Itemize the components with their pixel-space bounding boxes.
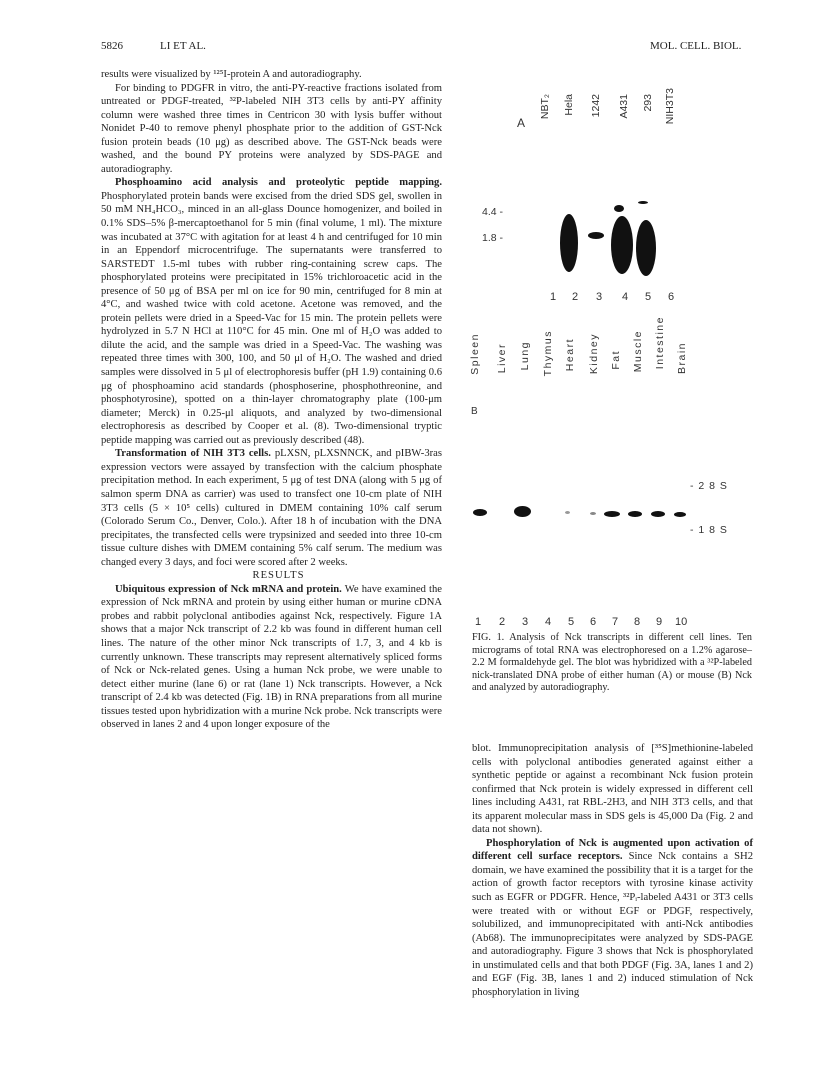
right-column bbox=[472, 742, 753, 999]
lane-label: A431 bbox=[618, 94, 630, 119]
blot-band bbox=[611, 216, 633, 274]
lane-label: Thymus bbox=[542, 330, 554, 377]
paragraph bbox=[101, 176, 442, 447]
caption-label: FIG. 1. bbox=[472, 632, 505, 643]
blot-band bbox=[590, 512, 596, 515]
panel-b-label: B bbox=[471, 406, 478, 417]
lane-label: NIH3T3 bbox=[664, 88, 676, 125]
blot-band bbox=[638, 201, 648, 204]
paragraph bbox=[472, 837, 753, 1000]
results-heading: RESULTS bbox=[252, 570, 305, 582]
blot-band bbox=[651, 511, 665, 517]
size-marker: - 2 8 S bbox=[690, 480, 728, 492]
lane-label: 293 bbox=[642, 94, 654, 112]
blot-band bbox=[473, 509, 487, 516]
lane-label: Intestine bbox=[654, 316, 666, 370]
running-authors: LI ET AL. bbox=[160, 40, 206, 52]
blot-band bbox=[636, 220, 656, 276]
lane-number: 7 bbox=[612, 616, 619, 628]
lane-number: 4 bbox=[545, 616, 552, 628]
size-marker: - 1 8 S bbox=[690, 524, 728, 536]
size-marker: 1.8 - bbox=[482, 232, 504, 244]
figure-1 bbox=[462, 88, 752, 633]
lane-label: Brain bbox=[676, 342, 688, 375]
section-runin-title: Phosphorylation of Nck is augmented upon activation of different cell surface receptors. bbox=[472, 837, 753, 863]
lane-label: Lung bbox=[519, 341, 531, 371]
blot-band bbox=[588, 232, 604, 239]
blot-band bbox=[628, 511, 642, 517]
blot-band bbox=[560, 214, 578, 272]
blot-band bbox=[565, 511, 570, 514]
section-runin-title: Phosphoamino acid analysis and proteolytic peptide mapping. bbox=[115, 177, 442, 189]
left-column bbox=[101, 68, 442, 732]
lane-number: 9 bbox=[656, 616, 663, 628]
figure-caption bbox=[472, 632, 752, 695]
lane-number: 8 bbox=[634, 616, 641, 628]
blot-band bbox=[614, 205, 624, 212]
lane-number: 10 bbox=[675, 616, 688, 628]
paragraph bbox=[101, 447, 442, 569]
paragraph: For binding to PDGFR in vitro, the anti-PY-reactive fractions isolated from untreated or PDGF-treated, ³²P-labeled NIH 3T3 cells by anti-PY affinity column were washed three times in Centricon 30 with lysis buffer without Nonidet P-40 to remove phenyl phosphate prior to the addition of GST-Nck fusion protein beads (10 μg) as described above. The GST-Nck beads were washed, and the bound PY proteins were analyzed by SDS-PAGE and autoradiography. bbox=[101, 82, 442, 175]
lane-label: Spleen bbox=[469, 333, 481, 375]
lane-number: 5 bbox=[645, 291, 652, 303]
paragraph bbox=[101, 583, 442, 732]
lane-number: 6 bbox=[668, 291, 675, 303]
size-marker: 4.4 - bbox=[482, 206, 504, 218]
paragraph-text: Phosphorylated protein bands were excised from the dried SDS gel, swollen in 50 mM NH₄HCO₃, minced in an all-glass Dounce homogenizer, and boiled in 0.1% SDS–5% β-mercaptoethanol for 5 min (final volume, 1 ml). The mixture was incubated at 37°C with agitation for at least 4 h and centrifuged for 10 min in an Eppendorf microcentrifuge. The supernatants were transferred to SARSTEDT 1.5-ml tubes with rubber ring-containing screw caps. The phosphorylated proteins were precipitated in 15% trichloroacetic acid in the presence of 50 μg of BSA per ml on ice for 90 min, centrifuged for 8 min at 4°C, and washed twice with cold acetone. Acetone was removed, and the protein pellets were dried in a Speed-Vac for 15 min. The protein pellets were hydrolyzed in 5.7 N HCl at 110°C for 45 min. One ml of H₂O was added to dilute the acid, and the sample was dried in a Speed-Vac. The washing was repeated three times with 300, 100, and 50 μl of H₂O. The washed and dried samples were dissolved in 5 μl of electrophoresis buffer (pH 1.9) containing 0.6 μg of phosphoamino acid standards (phosphoserine, phosphothreonine, and phosphotyrosine), spotted on a thin-layer chromatography plate (100-μm diameter; Merck) in 0.25-μl aliquots, and analyzed by two-dimensional electrophoresis as described by Cooper et al. (8). Two-dimensional tryptic peptide mapping was carried out as previously described (48). bbox=[101, 190, 442, 446]
paragraph: results were visualized by ¹²⁵I-protein A and autoradiography. bbox=[101, 69, 362, 80]
paragraph-text: pLXSN, pLXSNNCK, and pIBW-3ras expression vectors were assayed by transfection with the calcium phosphate precipitation method. In each experiment, 5 μg of test DNA (along with 5 μg of salmon sperm DNA as carrier) was used to transfect one 10-cm plate of NIH 3T3 cells (5 × 10⁵ cells) cultured in DMEM containing 10% calf serum (Colorado Serum Co., Denver, Colo.). After 18 h of incubation with the DNA precipitates, the transfected cells were trypsinized and seeded into three 10-cm tissue culture dishes with DMEM containing 5% calf serum. The medium was changed every 3 days, and foci were scored after 2 weeks. bbox=[101, 448, 442, 568]
section-runin-title: Transformation of NIH 3T3 cells. bbox=[115, 448, 271, 460]
lane-number: 3 bbox=[522, 616, 529, 628]
paragraph: blot. Immunoprecipitation analysis of [³⁵S]methionine-labeled cells with polyclonal antibodies generated against either a synthetic peptide or against a recombinant Nck fusion protein confirmed that Nck protein is widely expressed in different cell lines including A431, rat RBL-2H3, and NIH 3T3 cells, and that its apparent molecular mass in SDS gels is 45,000 Da (Fig. 2 and data not shown). bbox=[472, 743, 753, 836]
lane-label: NBT₂ bbox=[539, 94, 551, 120]
lane-label: Kidney bbox=[588, 333, 600, 375]
lane-label: Fat bbox=[610, 350, 622, 370]
lane-number: 1 bbox=[475, 616, 482, 628]
lane-number: 5 bbox=[568, 616, 575, 628]
paragraph-text: Since Nck contains a SH2 domain, we have examined the possibility that it is a target for the action of growth factor receptors with tyrosine kinase activity such as EGFR or PDGFR. Hence, ³²Pᵢ-labeled A431 or 3T3 cells were treated with or without EGF or PDGF, respectively, solubilized, and immunoprecipitated with anti-Nck antibodies (Ab68). The immunoprecipitates were analyzed by SDS-PAGE and autoradiography. Figure 3 shows that Nck is phosphorylated in unstimulated cells and that both PDGF (Fig. 3A, lanes 1 and 2) and EGF (Fig. 3B, lanes 1 and 2) induced stimulation of Nck phosphorylation in living bbox=[472, 851, 753, 998]
lane-label: Liver bbox=[496, 343, 508, 374]
paragraph-text: We have examined the expression of Nck mRNA and protein by using either human or murine cDNA probes and rabbit polyclonal antibodies against Nck, respectively. Figure 1A shows that a major Nck transcript of 2.2 kb was found in different human cell lines. The nature of the other minor Nck transcripts of 1.7, 3, and 4 kb is currently unknown. These transcripts may represent alternatively spliced forms of Nck or Nck-related genes. Using a human Nck probe, we were unable to detect either murine (lane 6) or rat (lane 1) Nck transcripts. However, a Nck transcript of 2.4 kb was detected (Fig. 1B) in RNA preparations from all murine tissues tested upon hybridization with a murine Nck probe. Nck transcripts were observed in lanes 2 and 4 upon longer exposure of the bbox=[101, 583, 442, 731]
blot-band bbox=[514, 506, 531, 517]
lane-label: 1242 bbox=[590, 94, 602, 118]
lane-number: 2 bbox=[572, 291, 579, 303]
lane-label: Muscle bbox=[632, 330, 644, 373]
running-journal: MOL. CELL. BIOL. bbox=[650, 40, 742, 52]
caption-text: Analysis of Nck transcripts in different cell lines. Ten micrograms of total RNA was electrophoresed on a 1.2% agarose–2.2 M formaldehyde gel. The blot was hybridized with a ³²P-labeled nick-translated DNA probe of either human (A) or mouse (B) Nck and analyzed by autoradiography. bbox=[472, 632, 753, 694]
lane-number: 1 bbox=[550, 291, 557, 303]
page-number: 5826 bbox=[101, 40, 123, 52]
lane-number: 3 bbox=[596, 291, 603, 303]
lane-label: Heart bbox=[564, 338, 576, 372]
panel-a-label: A bbox=[517, 116, 526, 130]
blot-band bbox=[674, 512, 686, 517]
lane-number: 2 bbox=[499, 616, 506, 628]
blot-band bbox=[604, 511, 620, 517]
section-runin-title: Ubiquitous expression of Nck mRNA and protein. bbox=[115, 583, 342, 595]
lane-label: Hela bbox=[563, 94, 575, 116]
lane-number: 4 bbox=[622, 291, 629, 303]
lane-number: 6 bbox=[590, 616, 597, 628]
